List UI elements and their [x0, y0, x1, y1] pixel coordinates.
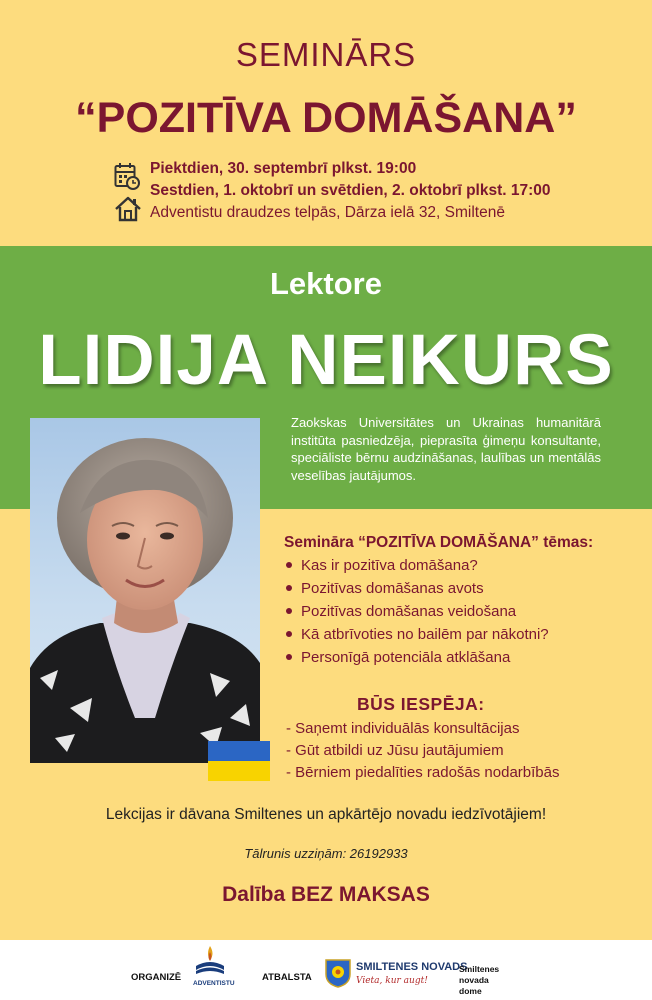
opportunity-item: - Gūt atbildi uz Jūsu jautājumiem: [286, 742, 504, 759]
bullet-icon: [286, 585, 292, 591]
smiltene-logo-title: SMILTENES NOVADS: [356, 961, 468, 973]
seminar-kicker: SEMINĀRS: [235, 36, 417, 73]
ukraine-flag-yellow: [208, 761, 270, 781]
schedule-line-2: Sestdien, 1. oktobrī un svētdien, 2. oktobrī plkst. 17:00: [150, 182, 551, 199]
location-text: Adventistu draudzes telpās, Dārza ielā 32, Smiltenē: [150, 204, 505, 221]
topic-item: Kā atbrīvoties no bailēm par nākotni?: [286, 626, 549, 643]
opportunities-heading: BŪS IESPĒJA:: [357, 694, 485, 714]
phone-info: Tālrunis uzziņām: 26192933: [244, 846, 408, 861]
calendar-clock-icon: [114, 162, 140, 190]
seminar-title: “POZITĪVA DOMĀŠANA”: [75, 94, 577, 142]
support-label: ATBALSTA: [262, 972, 312, 983]
lecturer-photo: [30, 418, 260, 763]
opportunity-item: - Saņemt individuālās konsultācijas: [286, 720, 520, 737]
smiltene-logo-motto: Vieta, kur augt!: [356, 976, 428, 986]
topics-heading: Semināra “POZITĪVA DOMĀŠANA” tēmas:: [284, 534, 594, 551]
adventist-logo-text: ADVENTISTU: [193, 980, 235, 987]
bullet-icon: [286, 608, 292, 614]
ukraine-flag-blue: [208, 741, 270, 761]
portrait-illustration: [30, 418, 260, 763]
lecturer-label: Lektore: [270, 266, 382, 301]
home-icon: [114, 196, 142, 222]
topic-item: Pozitīvas domāšanas avots: [286, 580, 484, 597]
topic-item: Personīgā potenciāla atklāšana: [286, 649, 510, 666]
topic-item: Kas ir pozitīva domāšana?: [286, 557, 478, 574]
bullet-icon: [286, 654, 292, 660]
free-admission: Dalība BEZ MAKSAS: [222, 883, 430, 906]
schedule-line-1: Piektdien, 30. septembrī plkst. 19:00: [150, 160, 417, 177]
bullet-icon: [286, 631, 292, 637]
lecturer-bio: Zaokskas Universitātes un Ukrainas humanitārā institūta pasniedzēja, pieprasīta ģimeņu konsultante, speciāliste bērnu audzināšanas, laulības un mentālās veselības jautājumos.: [291, 415, 601, 483]
smiltene-council-label: Smiltenes novada dome: [459, 964, 500, 996]
opportunity-item: - Bērniem piedalīties radošās nodarbībās: [286, 764, 560, 781]
bullet-icon: [286, 562, 292, 568]
gift-note: Lekcijas ir dāvana Smiltenes un apkārtējo novadu iedzīvotājiem!: [105, 806, 547, 823]
smiltene-coat-of-arms-icon: [324, 958, 352, 988]
adventist-logo-icon: [193, 944, 227, 978]
topic-item: Pozitīvas domāšanas veidošana: [286, 603, 516, 620]
organize-label: ORGANIZĒ: [131, 972, 182, 983]
lecturer-name: LIDIJA NEIKURS: [38, 321, 614, 400]
